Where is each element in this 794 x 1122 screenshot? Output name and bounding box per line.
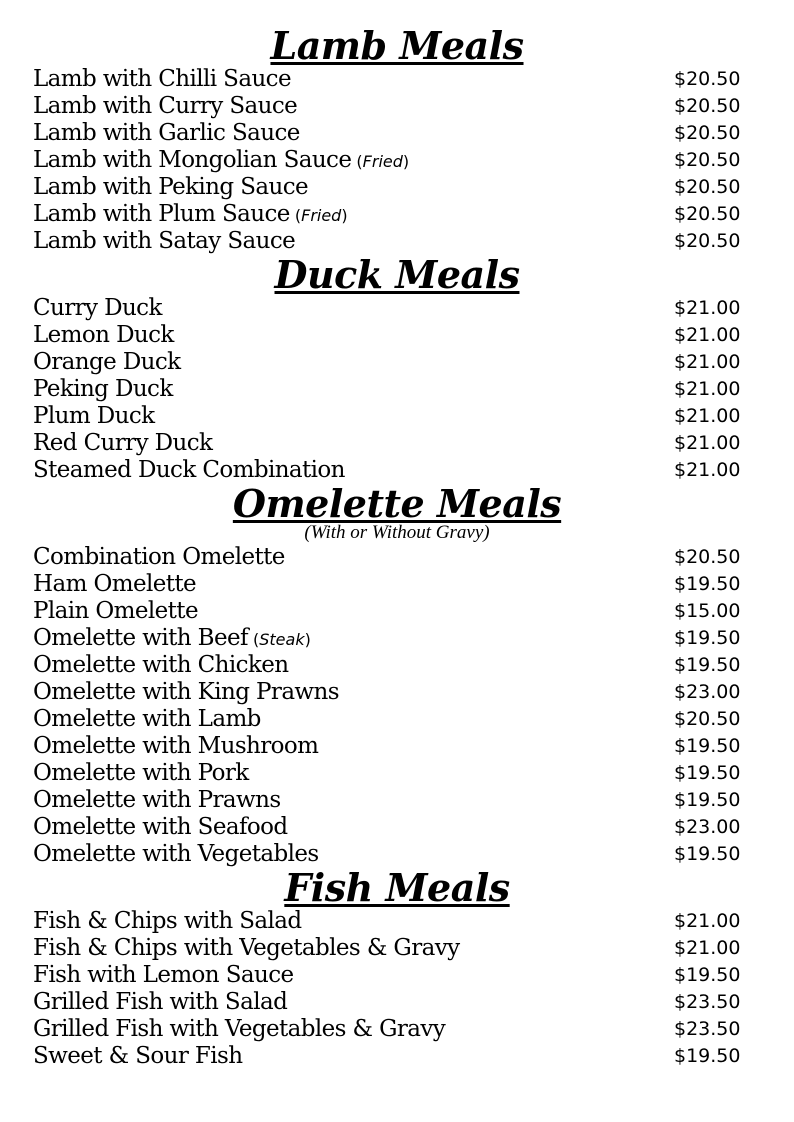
menu-item-price: $23.50	[674, 991, 741, 1013]
menu-item-name	[33, 322, 174, 349]
section-title: Duck Meals	[274, 252, 520, 297]
menu-item	[0, 322, 794, 349]
menu-item	[0, 706, 794, 733]
menu-item-name-text: Grilled Fish with Salad	[33, 989, 288, 1015]
menu-item	[0, 989, 794, 1016]
menu-item-price: $21.00	[674, 378, 741, 400]
menu-item-name	[33, 706, 261, 733]
menu-item-list	[0, 66, 794, 255]
section-title: Fish Meals	[284, 865, 510, 910]
menu-item-name	[33, 201, 348, 229]
menu-item-price: $20.50	[674, 546, 741, 568]
menu-section	[0, 865, 794, 1070]
menu-item-list	[0, 908, 794, 1070]
menu-item-name	[33, 120, 300, 147]
menu-item	[0, 174, 794, 201]
menu-item-name-text: Peking Duck	[33, 376, 173, 402]
menu-item-name	[33, 962, 294, 989]
menu-item-price: $19.50	[674, 573, 741, 595]
menu-item-name	[33, 174, 308, 201]
menu-item-price: $20.50	[674, 203, 741, 225]
menu-item-name	[33, 571, 196, 598]
menu-item-note: (Steak)	[247, 630, 311, 649]
menu-item-name	[33, 841, 319, 868]
menu-item	[0, 652, 794, 679]
menu-item-name-text: Lamb with Satay Sauce	[33, 228, 296, 254]
menu-item-note-text: Fried	[301, 206, 342, 225]
menu-item-price: $20.50	[674, 230, 741, 252]
menu-item-name-text: Omelette with King Prawns	[33, 679, 339, 705]
menu-item-name	[33, 295, 162, 322]
menu-item	[0, 147, 794, 174]
menu-item-price: $20.50	[674, 149, 741, 171]
menu-item-price: $20.50	[674, 708, 741, 730]
menu-item	[0, 962, 794, 989]
menu-item	[0, 66, 794, 93]
menu-item-name	[33, 93, 297, 120]
section-title: Omelette Meals	[232, 481, 562, 526]
menu-item	[0, 598, 794, 625]
menu-item	[0, 733, 794, 760]
menu-section	[0, 252, 794, 484]
menu-item-name-text: Omelette with Lamb	[33, 706, 261, 732]
menu-item-list	[0, 544, 794, 868]
menu-item-name-text: Omelette with Pork	[33, 760, 249, 786]
menu-item-name	[33, 679, 339, 706]
menu-item-name	[33, 989, 287, 1016]
menu-item	[0, 228, 794, 255]
menu-item-price: $23.50	[674, 1018, 741, 1040]
menu-item	[0, 787, 794, 814]
menu-item-name-text: Omelette with Prawns	[33, 787, 281, 813]
menu-item-price: $19.50	[674, 1045, 741, 1067]
menu-item-note: (Fried)	[351, 152, 410, 171]
menu-item-price: $21.00	[674, 324, 741, 346]
menu-item	[0, 935, 794, 962]
menu-item-name	[33, 814, 287, 841]
menu-item	[0, 814, 794, 841]
menu-item	[0, 295, 794, 322]
menu-item-name-text: Omelette with Vegetables	[33, 841, 319, 867]
menu-item-name	[33, 376, 173, 403]
menu-item-price: $20.50	[674, 176, 741, 198]
menu-item-note-text: Fried	[362, 152, 403, 171]
menu-item	[0, 403, 794, 430]
menu-item-price: $19.50	[674, 964, 741, 986]
menu-item-name-text: Red Curry Duck	[33, 430, 213, 456]
menu-item-name	[33, 544, 285, 571]
menu-item	[0, 625, 794, 652]
menu-item-price: $21.00	[674, 432, 741, 454]
menu-item-price: $21.00	[674, 910, 741, 932]
menu-item	[0, 376, 794, 403]
menu-item	[0, 544, 794, 571]
menu-item-name-text: Plain Omelette	[33, 598, 198, 624]
menu-item-name-text: Curry Duck	[33, 295, 162, 321]
menu-item-name-text: Sweet & Sour Fish	[33, 1043, 243, 1069]
menu-item-name-text: Lamb with Garlic Sauce	[33, 120, 300, 146]
menu-item	[0, 93, 794, 120]
menu-item-name-text: Steamed Duck Combination	[33, 457, 345, 483]
section-title: Lamb Meals	[270, 23, 524, 68]
menu-item	[0, 1016, 794, 1043]
menu-item-price: $19.50	[674, 654, 741, 676]
menu-item-note-text: Steak	[259, 630, 305, 649]
menu-item	[0, 457, 794, 484]
menu-item-name-text: Combination Omelette	[33, 544, 285, 570]
menu-item	[0, 120, 794, 147]
menu-item-name-text: Fish with Lemon Sauce	[33, 962, 294, 988]
menu-item	[0, 908, 794, 935]
menu-item-price: $20.50	[674, 95, 741, 117]
menu-item-price: $21.00	[674, 937, 741, 959]
menu-item-price: $23.00	[674, 816, 741, 838]
menu-page	[0, 23, 794, 1070]
menu-item-name	[33, 147, 409, 175]
menu-item-name-text: Lemon Duck	[33, 322, 174, 348]
menu-item-name-text: Lamb with Mongolian Sauce	[33, 147, 352, 173]
menu-item	[0, 1043, 794, 1070]
menu-item-name	[33, 457, 345, 484]
menu-item-price: $21.00	[674, 405, 741, 427]
menu-item-name	[33, 935, 460, 962]
menu-item-name-text: Fish & Chips with Vegetables & Gravy	[33, 935, 460, 961]
menu-item-name	[33, 598, 198, 625]
menu-item	[0, 571, 794, 598]
menu-item-price: $21.00	[674, 351, 741, 373]
menu-item-name-text: Lamb with Curry Sauce	[33, 93, 298, 119]
menu-item-name-text: Orange Duck	[33, 349, 181, 375]
menu-item-name	[33, 66, 291, 93]
menu-item-price: $15.00	[674, 600, 741, 622]
menu-item-name-text: Lamb with Chilli Sauce	[33, 66, 291, 92]
menu-item-price: $19.50	[674, 735, 741, 757]
menu-item-name-text: Fish & Chips with Salad	[33, 908, 302, 934]
menu-item-name	[33, 625, 311, 653]
menu-item-name-text: Ham Omelette	[33, 571, 197, 597]
menu-item-name	[33, 403, 154, 430]
menu-item-name	[33, 1016, 445, 1043]
menu-item-name	[33, 652, 288, 679]
menu-item	[0, 679, 794, 706]
menu-item-name	[33, 733, 318, 760]
menu-item	[0, 760, 794, 787]
menu-item-note: (Fried)	[289, 206, 348, 225]
menu-item-name	[33, 228, 295, 255]
menu-section	[0, 481, 794, 868]
menu-item	[0, 349, 794, 376]
menu-item-name-text: Lamb with Peking Sauce	[33, 174, 309, 200]
menu-item	[0, 201, 794, 228]
menu-item-price: $20.50	[674, 122, 741, 144]
menu-item-name	[33, 349, 181, 376]
menu-item-name	[33, 760, 249, 787]
menu-section	[0, 23, 794, 255]
menu-item-name-text: Plum Duck	[33, 403, 155, 429]
menu-item-price: $19.50	[674, 627, 741, 649]
section-note: (With or Without Gravy)	[304, 522, 490, 543]
menu-item-price: $21.00	[674, 459, 741, 481]
menu-item-name-text: Omelette with Seafood	[33, 814, 288, 840]
menu-item-name-text: Omelette with Mushroom	[33, 733, 319, 759]
menu-item-price: $19.50	[674, 762, 741, 784]
menu-item-name	[33, 787, 281, 814]
menu-item-name	[33, 1043, 242, 1070]
menu-item-name-text: Grilled Fish with Vegetables & Gravy	[33, 1016, 446, 1042]
menu-item	[0, 430, 794, 457]
menu-item-name-text: Omelette with Beef	[33, 625, 248, 651]
menu-item-price: $21.00	[674, 297, 741, 319]
menu-item-price: $23.00	[674, 681, 741, 703]
menu-item-price: $20.50	[674, 68, 741, 90]
menu-item	[0, 841, 794, 868]
menu-item-price: $19.50	[674, 843, 741, 865]
menu-item-name-text: Omelette with Chicken	[33, 652, 289, 678]
menu-item-name	[33, 430, 212, 457]
menu-item-name-text: Lamb with Plum Sauce	[33, 201, 290, 227]
menu-item-name	[33, 908, 302, 935]
menu-item-list	[0, 295, 794, 484]
menu-item-price: $19.50	[674, 789, 741, 811]
